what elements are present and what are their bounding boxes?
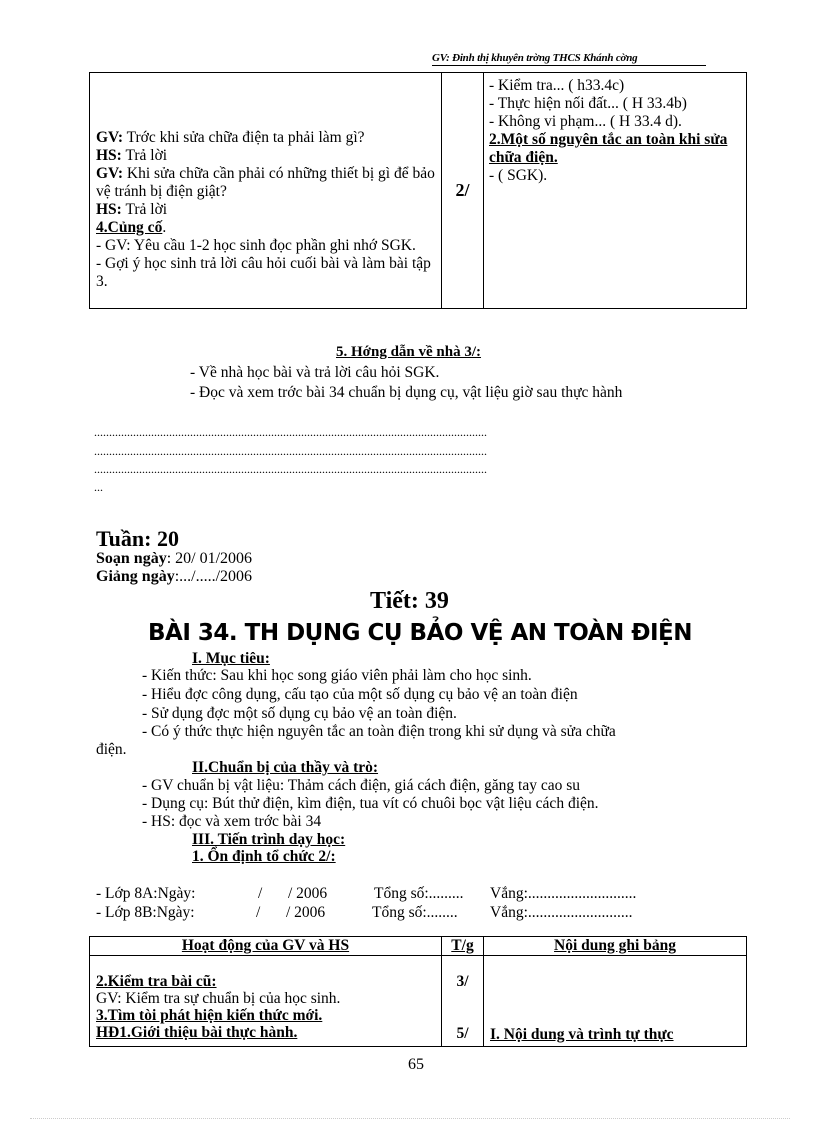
tim-toi-heading: 3.Tìm tòi phát hiện kiến thức mới. <box>96 1007 323 1024</box>
section3-1-title: 1. Ổn định tổ chức 2/: <box>192 848 336 865</box>
line-hs-2: HS: Trả lời <box>96 201 168 218</box>
dotted-line: ................................................................................................................................... <box>94 462 487 476</box>
line-goi-y: - Gợi ý học sinh trả lời câu hỏi cuối bài và làm bài tập 3. <box>96 255 431 290</box>
time-cell <box>442 73 484 309</box>
time-value: 3/ <box>456 973 469 990</box>
dotted-line: ................................................................................................................................... <box>94 444 487 458</box>
objective-item: - Hiểu đợc công dụng, cấu tạo của một số dụng cụ bảo vệ an toàn điện <box>142 686 578 703</box>
cung-co-heading: 4.Củng cố. <box>96 219 167 236</box>
class-total: Tổng số:........ <box>372 904 458 921</box>
lesson-title: BÀI 34. TH DỤNG CỤ BẢO VỆ AN TOÀN ĐIỆN <box>148 620 692 646</box>
content-line: - Không vi phạm... ( H 33.4 d). <box>489 113 682 130</box>
dotted-line: ... <box>94 480 103 494</box>
objective-item: - Sử dụng đợc một số dụng cụ bảo vệ an toàn điện. <box>142 705 457 722</box>
header-underline <box>432 65 706 66</box>
time-value: 2/ <box>455 180 470 200</box>
content-cell <box>484 956 747 1047</box>
class-year: / 2006 <box>288 885 328 902</box>
section3-title: III. Tiến trình dạy học: <box>192 831 346 848</box>
page-number: 65 <box>408 1056 424 1073</box>
objective-item-cont: điện. <box>96 741 127 758</box>
page-bottom-border <box>30 1118 790 1119</box>
section2-title: II.Chuẩn bị của thầy và trò: <box>192 759 379 776</box>
hd1-heading: HĐ1.Giới thiệu bài thực hành. <box>96 1024 298 1041</box>
time-cell <box>442 956 484 1047</box>
header-time: T/g <box>442 937 484 956</box>
page-header: GV: Đinh thị khuyên trờng THCS Khánh cờng <box>432 52 638 64</box>
content-heading: I. Nội dung và trình tự thực <box>490 1026 674 1043</box>
dotted-line: ................................................................................................................................... <box>94 425 487 439</box>
header-activity: Hoạt động của GV và HS <box>90 937 442 956</box>
header-content: Nội dung ghi bảng <box>484 937 747 956</box>
class-absent: Vắng:........................... <box>490 904 633 921</box>
objective-item: - Kiến thức: Sau khi học song giáo viên phải làm cho học sinh. <box>142 667 532 684</box>
class-slash: / <box>256 904 261 921</box>
content-heading: 2.Một số nguyên tắc an toàn khi sửa chữa điện. <box>489 131 728 166</box>
homework-title: 5. Hớng dẫn về nhà 3/: <box>336 344 482 360</box>
kiem-tra-line: GV: Kiểm tra sự chuẩn bị của học sinh. <box>96 990 341 1007</box>
content-cell <box>484 73 747 309</box>
time-value: 5/ <box>456 1025 469 1042</box>
content-line: - ( SGK). <box>489 167 548 184</box>
prep-item: - HS: đọc và xem trớc bài 34 <box>142 813 322 830</box>
lesson-table-bottom <box>89 936 747 1047</box>
activity-cell <box>90 956 442 1047</box>
homework-item: - Đọc và xem trớc bài 34 chuẩn bị dụng cụ, vật liệu giờ sau thực hành <box>190 384 623 401</box>
line-hs-1: HS: Trả lời <box>96 147 168 164</box>
teach-date: Giảng ngày:.../...../2006 <box>96 568 253 585</box>
period-title: Tiết: 39 <box>370 588 449 614</box>
kiem-tra-heading: 2.Kiểm tra bài cũ: <box>96 973 217 990</box>
prep-item: - GV chuẩn bị vật liệu: Thảm cách điện, giá cách điện, găng tay cao su <box>142 777 581 794</box>
line-gv-2: GV: Khi sửa chữa cần phải có những thiết bị gì để bảo vệ tránh bị điện giật? <box>96 165 435 200</box>
objective-item: - Có ý thức thực hiện nguyên tắc an toàn điện trong khi sử dụng và sửa chữa <box>142 723 616 740</box>
class-year: / 2006 <box>286 904 326 921</box>
section1-title: I. Mục tiêu: <box>192 650 270 667</box>
class-cls: - Lớp 8B:Ngày: <box>96 904 195 921</box>
prep-item: - Dụng cụ: Bút thử điện, kìm điện, tua vít có chuôi bọc vật liệu cách điện. <box>142 795 599 812</box>
homework-item: - Về nhà học bài và trả lời câu hỏi SGK. <box>190 364 440 381</box>
lesson-table-top <box>89 72 747 309</box>
class-total: Tổng số:......... <box>374 885 464 902</box>
line-gv-3: - GV: Yêu cầu 1-2 học sinh đọc phần ghi nhớ SGK. <box>96 237 416 254</box>
class-cls: - Lớp 8A:Ngày: <box>96 885 196 902</box>
prep-date: Soạn ngày: 20/ 01/2006 <box>96 550 253 567</box>
content-line: - Kiểm tra... ( h33.4c) <box>489 77 625 94</box>
week-label: Tuần: 20 <box>96 526 179 551</box>
class-slash: / <box>258 885 263 902</box>
line-gv-1: GV: Trớc khi sửa chữa điện ta phải làm gì? <box>96 129 365 146</box>
class-absent: Vắng:............................ <box>490 885 637 902</box>
content-line: - Thực hiện nối đất... ( H 33.4b) <box>489 95 687 112</box>
activity-cell <box>90 73 442 309</box>
